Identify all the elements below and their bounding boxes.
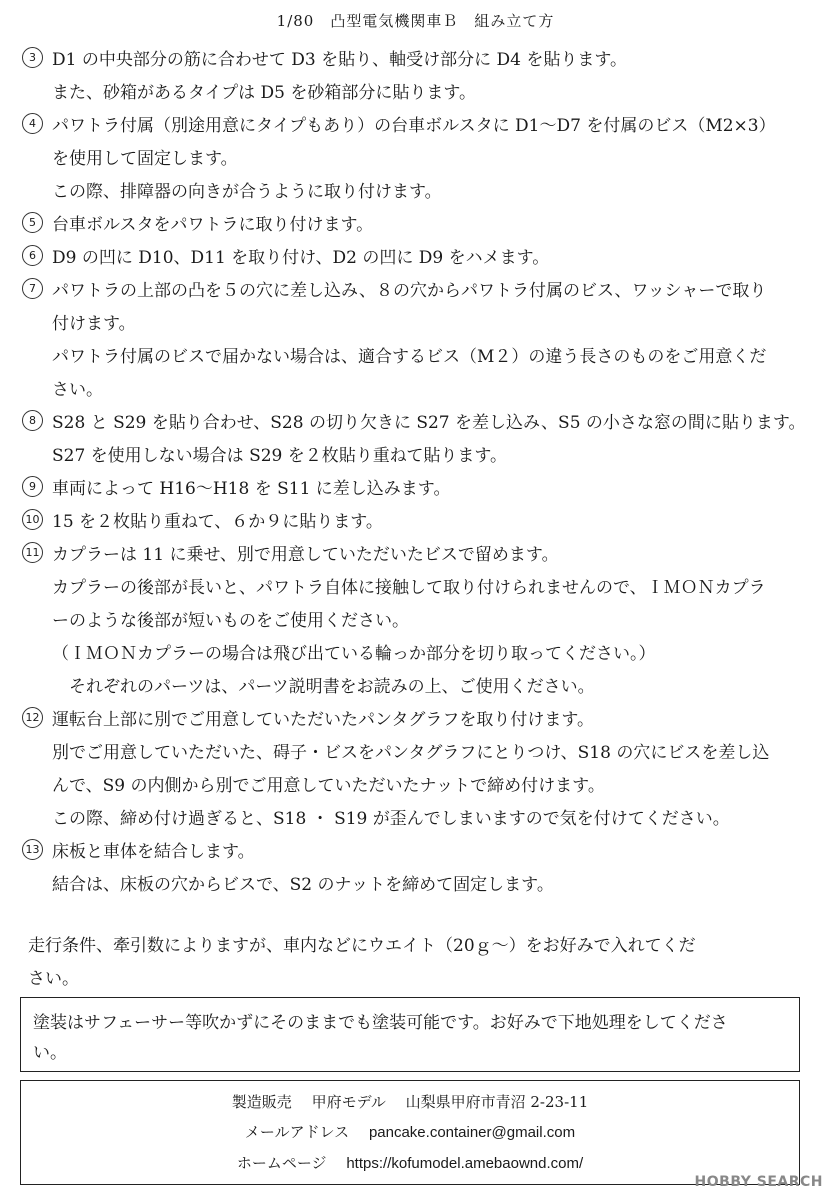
maker-line [21, 1087, 799, 1117]
step-text-line: 結合は、床板の穴からビスで、S2 のナットを締めて固定します。 [52, 875, 554, 895]
step-item [22, 44, 812, 110]
step-text-line: また、砂箱があるタイプは D5 を砂箱部分に貼ります。 [52, 83, 477, 103]
step-item [22, 539, 812, 704]
step-text-line: S27 を使用しない場合は S29 を２枚貼り重ねて貼ります。 [52, 446, 507, 466]
step-item [22, 209, 812, 242]
step-text-line: 床板と車体を結合します。 [52, 842, 255, 862]
step-item [22, 836, 812, 902]
step-text-line: さい。 [52, 380, 103, 400]
step-text-line: を使用して固定します。 [52, 149, 238, 169]
step-text-line: ーのような後部が短いものをご使用ください。 [52, 611, 409, 631]
step-text-line: んで、S9 の内側から別でご用意していただいたナットで締め付けます。 [52, 776, 605, 796]
paint-note-box [20, 997, 800, 1072]
step-text-line: D9 の凹に D10、D11 を取り付け、D2 の凹に D9 をハメます。 [52, 248, 550, 268]
step-number: 9 [22, 476, 43, 497]
step-text-line: カプラーの後部が長いと、パワトラ自体に接触して取り付けられませんので、ＩＭＯＮカプラ [52, 578, 766, 598]
step-text-line: パワトラ付属のビスで届かない場合は、適合するビス（M２）の違う長さのものをご用意くだ [52, 347, 767, 367]
step-text-line: 運転台上部に別でご用意していただいたパンタグラフを取り付けます。 [52, 710, 594, 730]
step-number: 11 [22, 542, 43, 563]
step-text-line: 車両によって H16～H18 を S11 に差し込みます。 [52, 479, 451, 499]
step-number: 5 [22, 212, 43, 233]
step-number: 4 [22, 113, 43, 134]
maker-label: 製造販売 [231, 1093, 292, 1111]
step-number: 3 [22, 47, 43, 68]
step-text-line: この際、排障器の向きが合うように取り付けます。 [52, 182, 442, 202]
step-item [22, 110, 812, 209]
step-item [22, 473, 812, 506]
step-text-line: S28 と S29 を貼り合わせ、S28 の切り欠きに S27 を差し込み、S5 の小さな窓の間に貼ります。 [52, 413, 806, 433]
web-label: ホームページ [236, 1154, 327, 1172]
step-text-line: D1 の中央部分の筋に合わせて D3 を貼り、軸受け部分に D4 を貼ります。 [52, 50, 627, 70]
watermark-text: HOBBY SEARCH [694, 1174, 823, 1190]
step-text-line: 15 を２枚貼り重ねて、６か９に貼ります。 [52, 512, 383, 532]
email-link[interactable]: pancake.container@gmail.com [368, 1124, 576, 1141]
step-text-line: 別でご用意していただいた、碍子・ビスをパンタグラフにとりつけ、S18 の穴にビスを差し込 [52, 743, 770, 763]
step-item [22, 704, 812, 836]
hobby-search-watermark [695, 1174, 823, 1190]
maker-address: 山梨県甲府市青沼 2-23-11 [405, 1093, 589, 1111]
step-number: 10 [22, 509, 43, 530]
web-line [21, 1148, 799, 1179]
contact-box [20, 1080, 800, 1185]
step-item [22, 275, 812, 407]
step-item [22, 506, 812, 539]
step-number: 8 [22, 410, 43, 431]
step-item [22, 407, 812, 473]
paint-note-line: 塗装はサフェーサー等吹かずにそのままでも塗装可能です。お好みで下地処理をしてくださ [33, 1013, 728, 1033]
step-number: 6 [22, 245, 43, 266]
maker-name: 甲府モデル [311, 1093, 386, 1111]
step-text-line: この際、締め付け過ぎると、S18 ・ S19 が歪んでしまいますので気を付けてください。 [52, 809, 730, 829]
email-label: メールアドレス [244, 1123, 350, 1141]
step-text-line: パワトラ付属（別途用意にタイプもあり）の台車ボルスタに D1～D7 を付属のビス（M2×3） [52, 116, 776, 136]
page-title: 1/80 凸型電気機関車Ｂ 組み立て方 [276, 12, 555, 30]
step-number: 12 [22, 707, 43, 728]
email-line [21, 1117, 799, 1148]
step-text-line: （ＩＭＯＮカプラーの場合は飛び出ている輪っか部分を切り取ってください。） [52, 644, 656, 664]
weight-note-line: 走行条件、牽引数によりますが、車内などにウエイト（20ｇ～）をお好みで入れてくだ [28, 936, 696, 956]
step-number: 7 [22, 278, 43, 299]
assembly-steps [22, 44, 812, 902]
weight-note [28, 930, 808, 996]
web-link[interactable]: https://kofumodel.amebaownd.com/ [346, 1155, 584, 1172]
step-text-line: パワトラの上部の凸を５の穴に差し込み、８の穴からパワトラ付属のビス、ワッシャーで取り [52, 281, 767, 301]
step-text-line: 台車ボルスタをパワトラに取り付けます。 [52, 215, 374, 235]
weight-note-line: さい。 [28, 969, 79, 989]
step-text-line: それぞれのパーツは、パーツ説明書をお読みの上、ご使用ください。 [52, 677, 595, 697]
step-item [22, 242, 812, 275]
paint-note-line: い。 [33, 1043, 67, 1063]
step-number: 13 [22, 839, 43, 860]
step-text-line: 付けます。 [52, 314, 136, 334]
step-text-line: カプラーは 11 に乗せ、別で用意していただいたビスで留めます。 [52, 545, 559, 565]
